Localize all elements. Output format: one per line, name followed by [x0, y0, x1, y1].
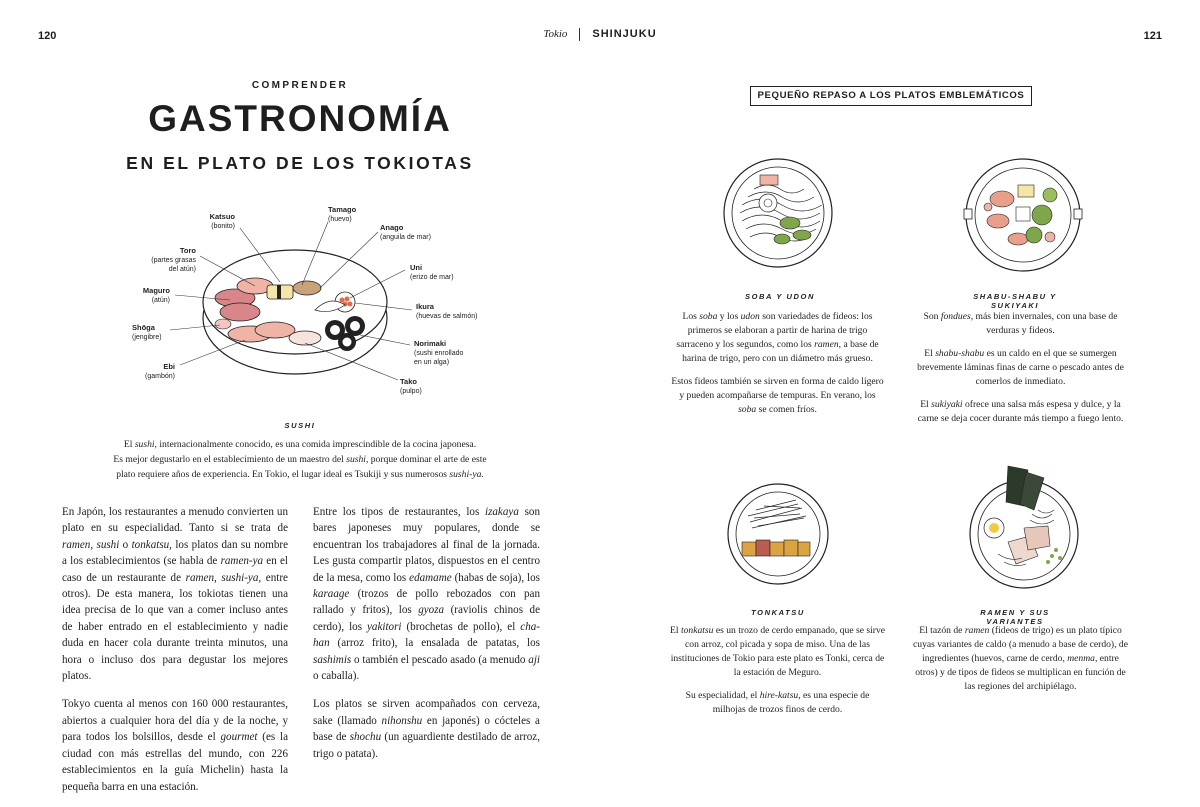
shabu-sukiyaki-illustration [962, 155, 1084, 275]
sushi-description: El sushi, internacionalmente conocido, es una comida imprescindible de la cocina japonesa. Es mejor degustarlo en el establecimiento de un maestro del sushi, porque dominar el arte de este plato requiere años de experiencia. En Tokio, el lugar ideal es Tsukiji y sus numerosos sushi-ya. [113, 439, 487, 480]
soba-caption: SOBA Y UDON [745, 292, 815, 301]
label-uni: Uni (erizo de mar) [410, 263, 454, 281]
left-page-number: 120 [38, 30, 57, 42]
body-column-2 [313, 504, 540, 774]
tonkatsu-caption: TONKATSU [751, 608, 805, 617]
label-shoga: Shōga (jengibre) [132, 323, 162, 341]
section-kicker: COMPRENDER [251, 80, 349, 91]
label-norimaki: Norimaki (sushi enrollado en un alga) [414, 339, 464, 366]
dishes-box-heading: PEQUEÑO REPASO A LOS PLATOS EMBLEMÁTICOS [750, 86, 1032, 106]
column1-paragraph-1: En Japón, los restaurantes a menudo convierten un plato en su especialidad. Tanto si se trata de ramen, sushi o tonkatsu, los platos dan su nombre a los establecimientos (se habla de ramen-ya en el caso de un restaurante de ramen, sushi-ya, entre otros). De esta manera, los tokiotas tienen una idea precisa de lo que van a comer incluso antes de haber entrado en el establecimiento y nadie duda en hacer cola durante treinta minutos, una hora o incluso dos para degustar los mejores platos. [62, 506, 289, 683]
right-page-number: 121 [1143, 30, 1162, 42]
label-ikura: Ikura (huevas de salmón) [416, 302, 478, 320]
tonkatsu-illustration [724, 480, 832, 588]
running-header-city: Tokio [543, 28, 568, 41]
label-anago: Anago (anguila de mar) [380, 223, 431, 241]
label-maguro: Maguro (atún) [142, 286, 170, 304]
label-tako: Tako (pulpo) [400, 377, 422, 395]
body-column-1 [62, 504, 288, 807]
label-ebi: Ebi (gambón) [145, 362, 175, 380]
ramen-caption: RAMEN Y SUS VARIANTES [980, 608, 1050, 626]
column2-paragraph-1: Entre los tipos de restaurantes, los izakaya son bares japoneses muy populares, donde se encuentran los trabajadores al final de la jornada. Les gusta compartir platos, dispuestos en el centro de la mesa, como los edamame (habas de soja), los karaage (trozos de pollo rebozados con pan rallado y fritos), los gyoza (raviolis chinos de cerdo), los yakitori (brochetas de pollo), el cha-han (arroz frito), la ensalada de patatas, los sashimis o también el pescado asado (a menudo aji o caballa). [313, 506, 540, 683]
label-tamago: Tamago (huevo) [328, 205, 357, 223]
page-subtitle: EN EL PLATO DE LOS TOKIOTAS [126, 153, 474, 173]
soba-udon-illustration [720, 155, 836, 271]
shabu-caption: SHABU-SHABU Y SUKIYAKI [973, 292, 1057, 310]
shabu-description: Son fondues, más bien invernales, con una base de verduras y fideos. El shabu-shabu es un caldo en el que se sumergen brevemente láminas finas de carne o pescado antes de comerlos de inmediato. El sukiyaki ofrece una salsa más espesa y dulce, y la carne se deja cocer durante más tiempo a fuego lento. [917, 311, 1124, 424]
tonkatsu-description: El tonkatsu es un trozo de cerdo empanado, que se sirve con arroz, col picada y sopa de miso. Una de las instituciones de Tokio para este plato es Tonki, cerca de la estación de Meguro. Su especialidad, el hire-katsu, es una especie de milhojas de trozos finos de cerdo. [670, 625, 886, 715]
label-katsuo: Katsuo (bonito) [209, 212, 235, 230]
sushi-caption: SUSHI [284, 421, 316, 430]
running-header-district: SHINJUKU [592, 28, 657, 41]
label-toro: Toro (partes grasas del atún) [151, 246, 196, 273]
column1-paragraph-2: Tokyo cuenta al menos con 160 000 restaurantes, abiertos a cualquier hora del día y de la noche, y para todos los bolsillos, desde el gourmet (es la ciudad con más estrellas del mundo, con 226 establecimientos en la guía Michelin) hasta la pequeña barra en una estación. [62, 698, 288, 793]
soba-description: Los soba y los udon son variedades de fideos: los primeros se elaboran a partir de harina de trigo sarraceno y los segundos, como los ramen, a base de harina de trigo, pero con un diámetro más grueso. Estos fideos también se sirven en forma de caldo ligero y pueden acompañarse de tempuras. En verano, los soba se comen fríos. [671, 311, 884, 415]
ramen-illustration [968, 462, 1080, 592]
page-title: GASTRONOMÍA [148, 98, 452, 139]
ramen-description: El tazón de ramen (fideos de trigo) es un plato típico cuyas variantes de caldo (a menudo a base de cerdo), de ingredientes (huevos, carne de cerdo, menma, entre otros) y de tipos de fideos se multiplican en función de las regiones del archipiélago. [913, 625, 1128, 692]
column2-paragraph-2: Los platos se sirven acompañados con cerveza, sake (llamado nihonshu en japonés) o cócteles a base de shochu (un aguardiente destilado de arroz, trigo o patata). [313, 698, 540, 760]
